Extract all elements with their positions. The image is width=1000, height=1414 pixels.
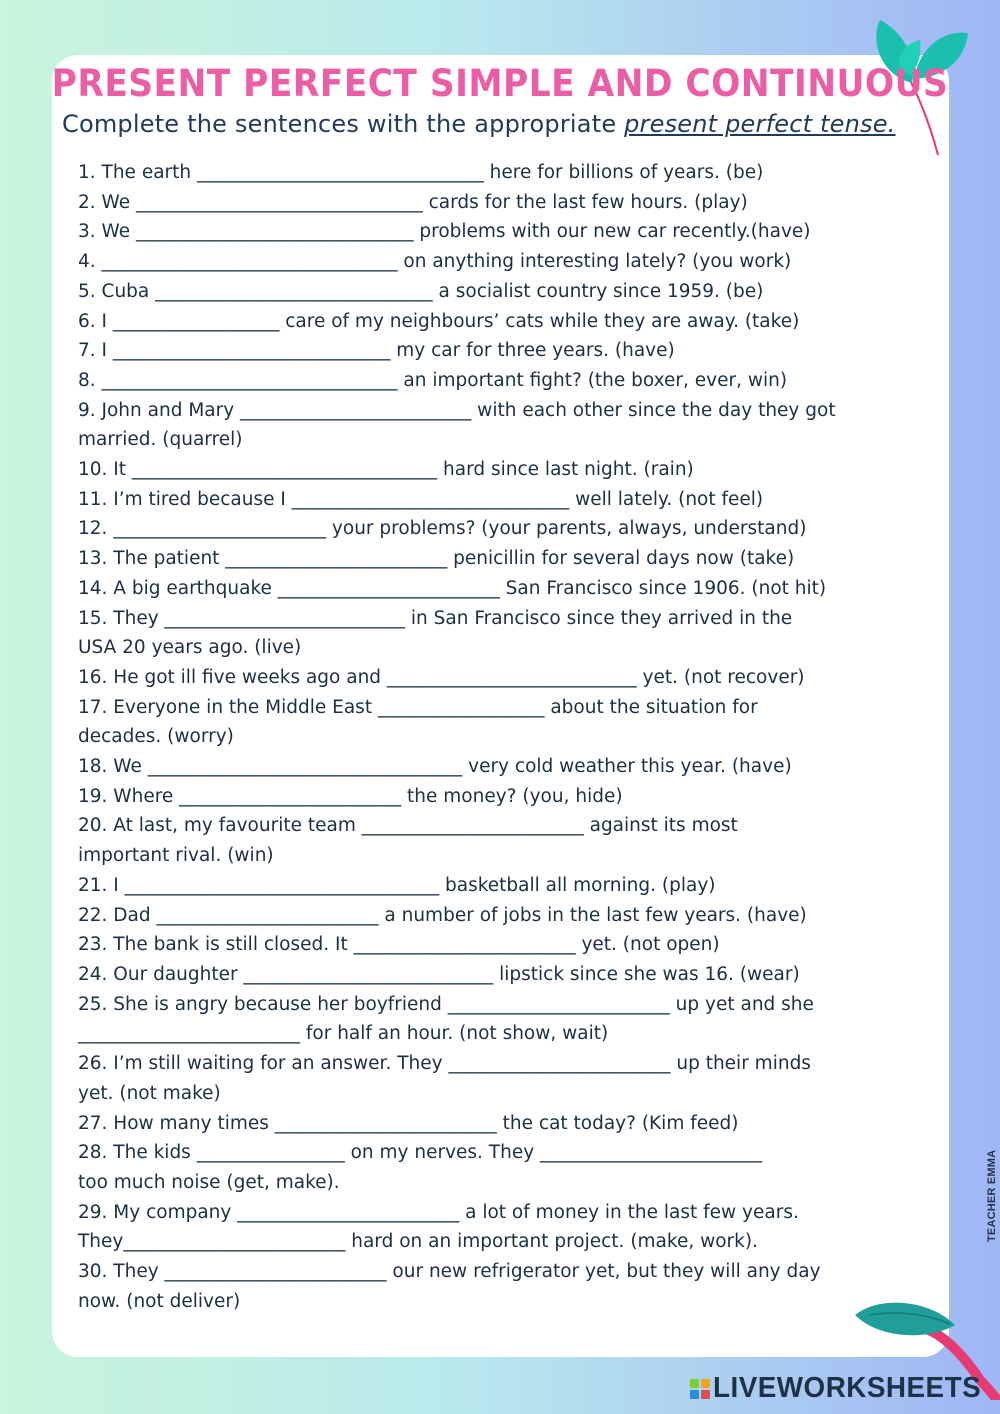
exercise-line: 22. Dad ________________________ a number of jobs in the last few years. (have) — [78, 904, 807, 926]
exercise-line: USA 20 years ago. (live) — [78, 637, 302, 659]
liveworksheets-brand[interactable] — [690, 1372, 992, 1405]
exercise-line: 10. It _________________________________ hard since last night. (rain) — [78, 459, 694, 481]
logo-square-red — [701, 1390, 710, 1399]
exercise-line: They________________________ hard on an important project. (make, work). — [78, 1231, 758, 1253]
exercise-line: 20. At last, my favourite team ________________________ against its most — [78, 815, 738, 837]
instruction-emphasis: present perfect tense. — [624, 110, 896, 138]
exercise-line: 24. Our daughter ___________________________ lipstick since she was 16. (wear) — [78, 963, 800, 985]
worksheet-instructions — [62, 110, 942, 138]
exercise-line: 17. Everyone in the Middle East __________________ about the situation for — [78, 696, 758, 718]
logo-square-orange — [701, 1379, 710, 1388]
exercise-line: 1. The earth _______________________________ here for billions of years. (be) — [78, 162, 764, 183]
exercise-line: too much noise (get, make). — [78, 1171, 340, 1193]
exercise-line: 4. ________________________________ on anything interesting lately? (you work) — [78, 251, 792, 273]
exercise-line: important rival. (win) — [78, 845, 274, 867]
exercise-line: 28. The kids ________________ on my nerves. They ________________________ — [78, 1142, 763, 1164]
exercise-list — [78, 158, 928, 1316]
exercise-line: 27. How many times ________________________ the cat today? (Kim feed) — [78, 1112, 739, 1134]
exercise-line: now. (not deliver) — [78, 1290, 241, 1312]
exercise-line: 9. John and Mary _________________________ with each other since the day they got — [78, 399, 836, 421]
exercise-line: 26. I’m still waiting for an answer. They ________________________ up their minds — [78, 1053, 811, 1075]
logo-square-green — [690, 1379, 699, 1388]
exercise-line: 25. She is angry because her boyfriend ________________________ up yet and she — [78, 993, 814, 1015]
exercise-line: 13. The patient ________________________ penicillin for several days now (take) — [78, 548, 795, 570]
exercise-line: 5. Cuba ______________________________ a socialist country since 1959. (be) — [78, 280, 764, 302]
exercise-line: ________________________ for half an hour. (not show, wait) — [78, 1023, 609, 1045]
exercise-line: 8. ________________________________ an important fight? (the boxer, ever, win) — [78, 369, 788, 391]
exercise-line: 11. I’m tired because I ______________________________ well lately. (not feel) — [78, 488, 764, 510]
exercise-line: 23. The bank is still closed. It ________________________ yet. (not open) — [78, 934, 720, 956]
exercise-line: decades. (worry) — [78, 726, 234, 748]
exercise-line: 6. I __________________ care of my neighbours’ cats while they are away. (take) — [78, 310, 800, 332]
exercise-line: 15. They __________________________ in San Francisco since they arrived in the — [78, 607, 793, 629]
exercise-line: 7. I ______________________________ my car for three years. (have) — [78, 340, 675, 362]
exercise-line: 14. A big earthquake ________________________ San Francisco since 1906. (not hit) — [78, 577, 827, 599]
teacher-credit: TEACHER EMMA — [986, 1149, 998, 1242]
liveworksheets-logo-icon — [690, 1379, 710, 1399]
exercise-line: married. (quarrel) — [78, 429, 243, 451]
worksheet-title: PRESENT PERFECT SIMPLE AND CONTINUOUS — [51, 62, 949, 105]
exercise-line: 30. They ________________________ our new refrigerator yet, but they will any day — [78, 1261, 821, 1283]
exercise-line: 2. We _______________________________ cards for the last few hours. (play) — [78, 191, 748, 213]
exercise-line: yet. (not make) — [78, 1082, 221, 1104]
brand-name: LIVEWORKSHEETS — [713, 1372, 982, 1404]
exercise-line: 18. We __________________________________ very cold weather this year. (have) — [78, 756, 792, 778]
logo-square-blue — [690, 1390, 699, 1399]
exercise-line: 12. _______________________ your problems? (your parents, always, understand) — [78, 518, 807, 540]
exercise-line: 21. I __________________________________ basketball all morning. (play) — [78, 874, 716, 896]
exercise-line: 19. Where ________________________ the money? (you, hide) — [78, 785, 623, 807]
exercise-line: 29. My company ________________________ a lot of money in the last few years. — [78, 1201, 799, 1223]
instruction-text: Complete the sentences with the appropriate — [62, 110, 625, 138]
exercise-line: 3. We ______________________________ problems with our new car recently.(have) — [78, 221, 811, 243]
exercise-line: 16. He got ill five weeks ago and ___________________________ yet. (not recover) — [78, 666, 805, 688]
